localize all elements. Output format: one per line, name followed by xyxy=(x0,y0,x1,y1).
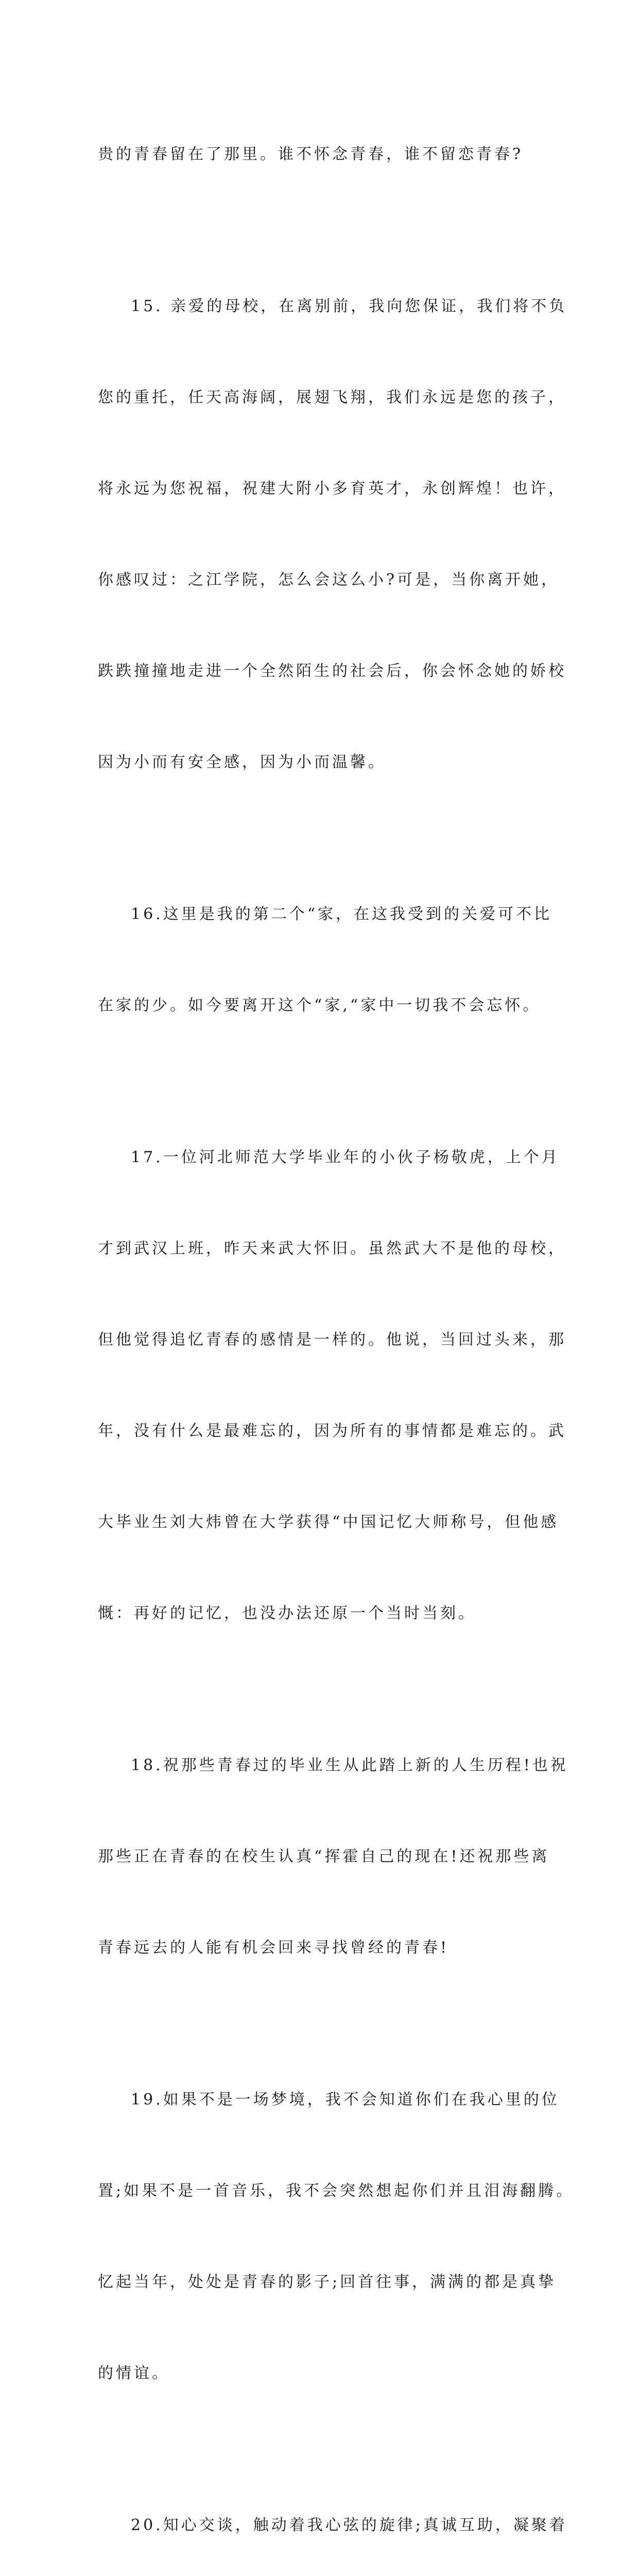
paragraph-continuation xyxy=(98,78,551,230)
text-line: 年，没有什么是最难忘的，因为所有的事情都是难忘的。武 xyxy=(98,1422,566,1440)
text-line: 大毕业生刘大炜曾在大学获得“中国记忆大师称号，但他感 xyxy=(98,1513,559,1531)
text-line: 20.知心交谈，触动着我心弦的旋律;真诚互助，凝聚着 xyxy=(131,2516,567,2534)
paragraph-15 xyxy=(98,230,567,838)
text-line: 17.一位河北师范大学毕业年的小伙子杨敬虎，上个月 xyxy=(131,1148,560,1166)
text-line: 但他觉得追忆青春的感情是一样的。他说，当回过头来，那 xyxy=(98,1331,566,1349)
paragraph-17 xyxy=(98,1081,566,1689)
paragraph-18 xyxy=(98,1689,568,2024)
text-line: 忆起当年，处处是青春的影子;回首往事，满满的都是真挚 xyxy=(98,2273,557,2291)
text-line: 15. 亲爱的母校，在离别前，我向您保证，我们将不负 xyxy=(131,297,567,315)
text-line: 你感叹过：之江学院，怎么会这么小?可是，当你离开她， xyxy=(98,571,560,589)
text-line: 的情谊。 xyxy=(98,2364,170,2382)
text-line: 您的重托，任天高海阔，展翅飞翔，我们永远是您的孩子， xyxy=(98,388,566,406)
text-line: 贵的青春留在了那里。谁不怀念青春，谁不留恋青春? xyxy=(98,145,524,163)
text-line: 将永远为您祝福，祝建大附小多育英才，永创辉煌！也许， xyxy=(98,480,566,498)
text-line: 慨：再好的记忆，也没办法还原一个当时当刻。 xyxy=(98,1604,476,1622)
text-line: 18.祝那些青春过的毕业生从此踏上新的人生历程!也祝 xyxy=(131,1756,568,1774)
text-line: 在家的少。如今要离开这个“家,“家中一切我不会忘怀。 xyxy=(98,996,541,1014)
document-body xyxy=(98,78,575,2576)
text-line: 因为小而有安全感，因为小而温馨。 xyxy=(98,753,386,771)
text-line: 19.如果不是一场梦境，我不会知道你们在我心里的位 xyxy=(131,2091,560,2109)
paragraph-20 xyxy=(98,2449,567,2576)
text-line: 才到武汉上班，昨天来武大怀旧。虽然武大不是他的母校， xyxy=(98,1240,566,1258)
text-line: 那些正在青春的在校生认真“挥霍自己的现在!还祝那些离 xyxy=(98,1848,550,1866)
paragraph-16 xyxy=(98,838,551,1081)
text-line: 置;如果不是一首音乐，我不会突然想起你们并且泪海翻腾。 xyxy=(98,2182,575,2200)
paragraph-19 xyxy=(98,2024,575,2449)
text-line: 16.这里是我的第二个“家，在这我受到的关爱可不比 xyxy=(131,905,552,923)
text-line: 青春远去的人能有机会回来寻找曾经的青春! xyxy=(98,1939,450,1957)
text-line: 跌跌撞撞地走进一个全然陌生的社会后，你会怀念她的娇校 xyxy=(98,662,566,680)
